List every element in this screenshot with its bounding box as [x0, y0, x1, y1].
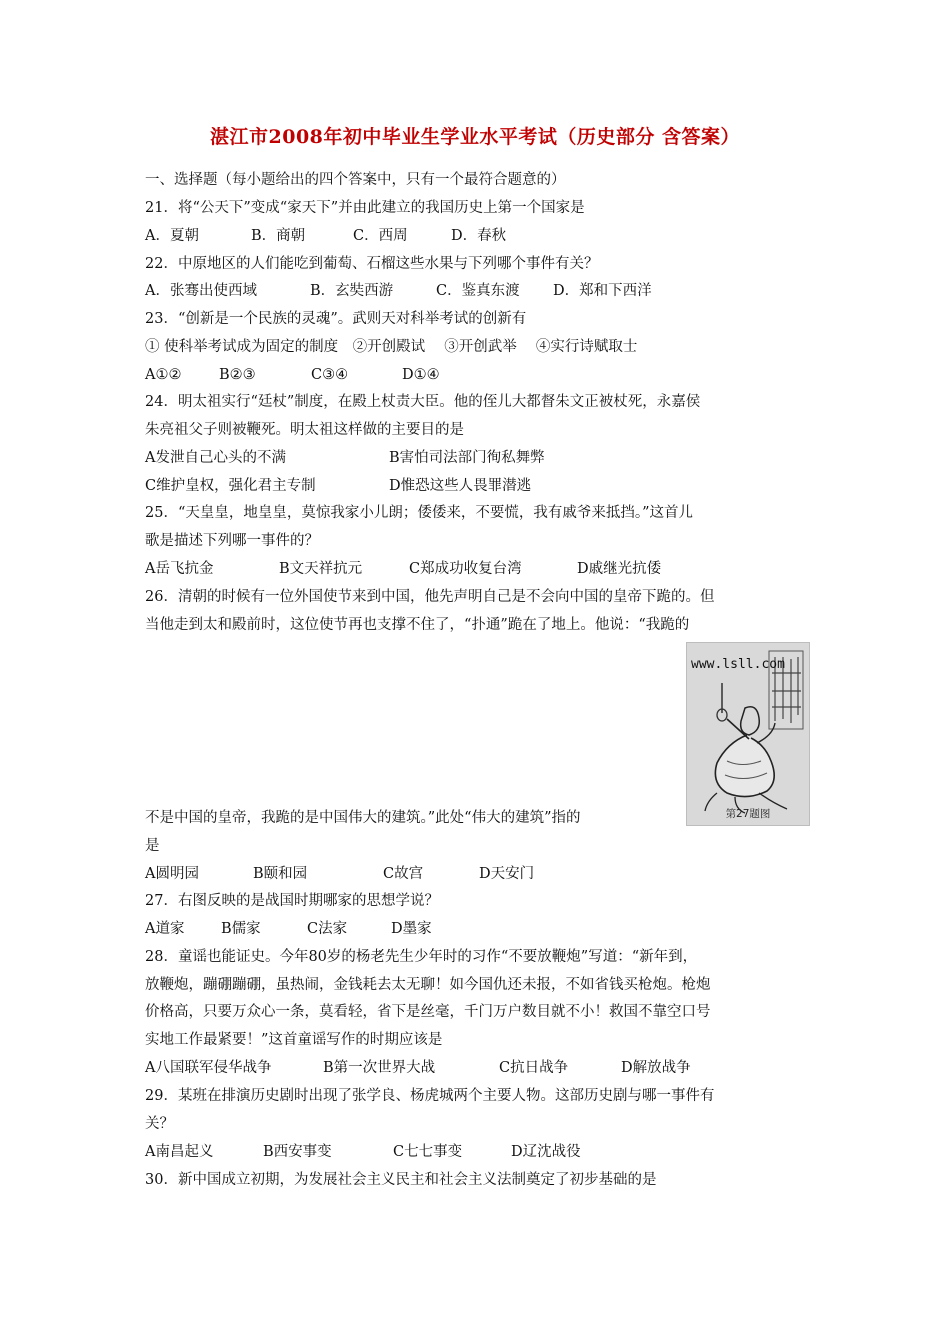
option-a: A南昌起义 — [145, 1144, 214, 1160]
option-d: D天安门 — [479, 866, 535, 882]
option-c: C故宫 — [383, 866, 424, 882]
option-b: B．商朝 — [251, 228, 306, 244]
option-c: C法家 — [307, 921, 348, 937]
question-21-stem: 21．将“公天下”变成“家天下”并由此建立的我国历史上第一个国家是 — [145, 200, 585, 216]
option-d: D解放战争 — [621, 1060, 691, 1076]
option-d: D辽沈战役 — [511, 1144, 581, 1160]
question-24-stem-line1: 24．明太祖实行“廷杖”制度，在殿上杖责大臣。他的侄儿大都督朱文正被杖死，永嘉侯 — [145, 394, 701, 410]
option-a: A道家 — [145, 921, 185, 937]
option-a: A圆明园 — [145, 866, 199, 882]
option-b: B．玄奘西游 — [310, 283, 394, 299]
question-28-stem-line3: 价格高，只要万众心一条，莫看轻，省下是丝毫，千门万户数目就不小！救国不靠空口号 — [145, 1004, 711, 1020]
figure-caption: 第27题图 — [725, 808, 771, 820]
cartoon-figure — [686, 642, 810, 826]
question-26-stem-line4: 是 — [145, 838, 160, 854]
question-26-stem-line1: 26．清朝的时候有一位外国使节来到中国，他先声明自己是不会向中国的皇帝下跪的。但 — [145, 589, 715, 605]
option-a: A．夏朝 — [145, 228, 199, 244]
question-22-stem: 22．中原地区的人们能吃到葡萄、石榴这些水果与下列哪个事件有关？ — [145, 256, 599, 272]
figure-watermark: www.lsll.com — [691, 657, 785, 672]
option-b: B西安事变 — [263, 1144, 332, 1160]
option-d: D①④ — [402, 367, 440, 383]
option-a: A岳飞抗金 — [145, 561, 214, 577]
option-c: C七七事变 — [393, 1144, 463, 1160]
question-29-stem-line2: 关？ — [145, 1116, 174, 1132]
option-c: C．西周 — [353, 228, 408, 244]
question-24-stem-line2: 朱亮祖父子则被鞭死。明太祖这样做的主要目的是 — [145, 422, 464, 438]
option-b: B文天祥抗元 — [279, 561, 363, 577]
section-heading: 一、选择题（每小题给出的四个答案中，只有一个最符合题意的） — [145, 172, 566, 188]
question-26-stem-line3: 不是中国的皇帝，我跪的是中国伟大的建筑。”此处“伟大的建筑”指的 — [145, 810, 581, 826]
option-c: C③④ — [311, 367, 349, 383]
option-b: B第一次世界大战 — [323, 1060, 436, 1076]
option-b: B儒家 — [221, 921, 261, 937]
option-d: D．郑和下西洋 — [553, 283, 652, 299]
option-d: D．春秋 — [451, 228, 507, 244]
option-a: A八国联军侵华战争 — [145, 1060, 272, 1076]
option-a: A．张骞出使西域 — [145, 283, 257, 299]
option-c: C抗日战争 — [499, 1060, 569, 1076]
option-c: C维护皇权，强化君主专制 — [145, 478, 316, 494]
option-b: B颐和园 — [253, 866, 308, 882]
option-c: C郑成功收复台湾 — [409, 561, 522, 577]
question-25-stem-line2: 歌是描述下列哪一事件的？ — [145, 533, 319, 549]
question-30-stem: 30．新中国成立初期，为发展社会主义民主和社会主义法制奠定了初步基础的是 — [145, 1172, 657, 1188]
option-d: D墨家 — [391, 921, 432, 937]
option-c: C．鉴真东渡 — [436, 283, 520, 299]
question-27-stem: 27．右图反映的是战国时期哪家的思想学说？ — [145, 893, 439, 909]
option-b: B害怕司法部门徇私舞弊 — [389, 450, 545, 466]
question-29-stem-line1: 29．某班在排演历史剧时出现了张学良、杨虎城两个主要人物。这部历史剧与哪一事件有 — [145, 1088, 715, 1104]
option-d: D惟恐这些人畏罪潜逃 — [389, 478, 532, 494]
option-b: B②③ — [219, 367, 256, 383]
option-d: D戚继光抗倭 — [577, 561, 662, 577]
question-23-items: ① 使科举考试成为固定的制度 ②开创殿试 ③开创武举 ④实行诗赋取士 — [145, 339, 638, 355]
question-23-stem: 23．“创新是一个民族的灵魂”。武则天对科举考试的创新有 — [145, 311, 527, 327]
question-25-stem-line1: 25．“天皇皇，地皇皇，莫惊我家小儿朗；倭倭来，不要慌，我有戚爷来抵挡。”这首儿 — [145, 505, 694, 521]
option-a: A①② — [145, 367, 182, 383]
page-title: 湛江市2008年初中毕业生学业水平考试（历史部分 含答案） — [210, 126, 740, 148]
question-26-stem-line2: 当他走到太和殿前时，这位使节再也支撑不住了，“扑通”跪在了地上。他说：“我跪的 — [145, 617, 690, 633]
question-28-stem-line2: 放鞭炮，蹦硼蹦硼，虽热闹，金钱耗去太无聊！如今国仇还未报，不如省钱买枪炮。枪炮 — [145, 977, 711, 993]
question-28-stem-line1: 28．童谣也能证史。今年80岁的杨老先生少年时的习作“不要放鞭炮”写道：“新年到， — [145, 949, 698, 965]
question-28-stem-line4: 实地工作最紧要！”这首童谣写作的时期应该是 — [145, 1032, 443, 1048]
option-a: A发泄自己心头的不满 — [145, 450, 286, 466]
